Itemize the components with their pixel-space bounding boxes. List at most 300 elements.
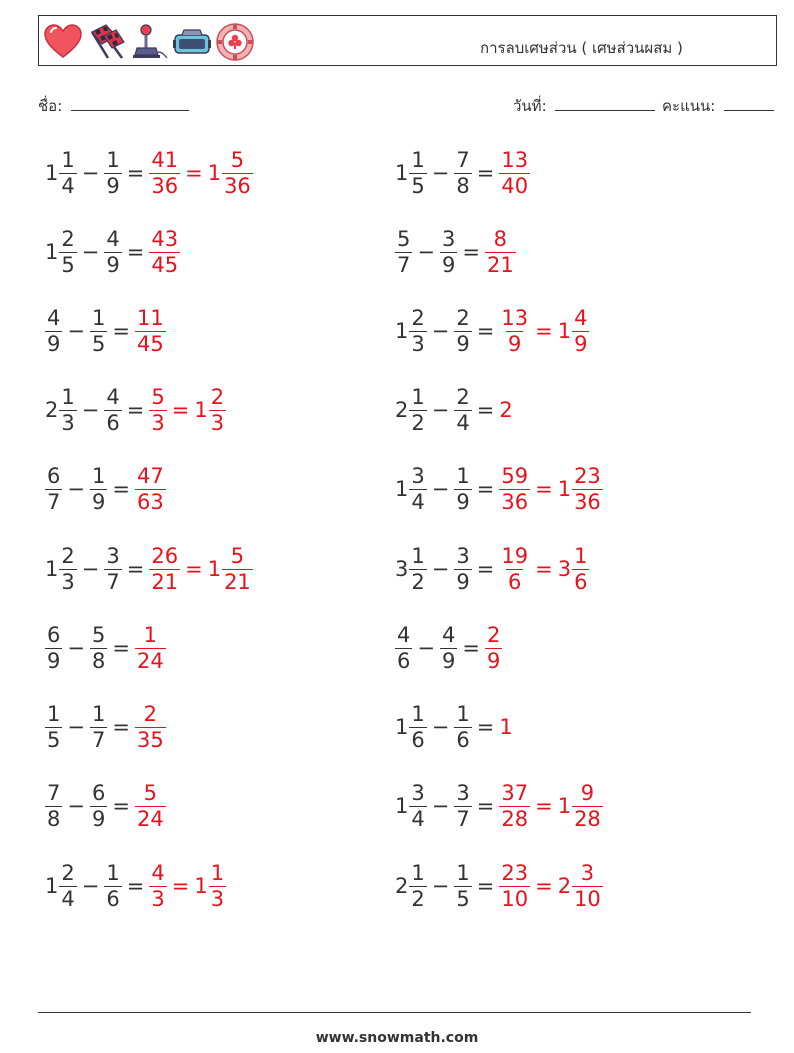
subtrahend-number [104,226,121,277]
minus-sign: − [417,240,435,264]
minuend-numerator: 2 [61,543,75,568]
subtrahend-numerator: 1 [456,860,470,885]
subtrahend-fraction [104,543,121,594]
minus-sign: − [81,398,100,422]
minuend-denominator: 9 [47,331,61,356]
mixed-answer-whole: 1 [557,319,572,343]
answer-equals-sign: = [171,874,190,898]
answer-number [135,780,166,831]
minuend-whole: 1 [45,874,59,898]
minuend-number [395,305,427,356]
minuend-numerator: 1 [61,147,75,172]
answer-number [149,147,180,198]
answer-fraction [149,543,180,594]
answer-number [149,860,166,911]
minus-sign: − [431,794,450,818]
score-label: คะแนน: [662,97,716,115]
minuend-denominator: 5 [411,173,425,198]
answer-equals-sign: = [535,319,553,343]
mixed-answer-numerator: 1 [574,543,588,568]
mixed-answer-number [557,305,590,356]
minuend-numerator: 1 [411,860,425,885]
minuend-fraction [409,860,426,911]
subtrahend-number [90,780,107,831]
equals-sign: = [126,240,145,264]
subtrahend-numerator: 2 [456,384,470,409]
answer-denominator: 3 [151,886,165,911]
mixed-answer-number [557,860,603,911]
minus-sign: − [431,319,450,343]
minuend-whole: 3 [395,557,409,581]
answer-equals-sign: = [535,477,553,501]
answer-numerator: 5 [143,780,158,805]
answer-numerator: 19 [501,543,529,568]
answer-equals-sign: = [185,161,203,185]
minuend-number [45,860,77,911]
answer-denominator: 40 [501,173,529,198]
answer-number [499,715,513,739]
mixed-answer-fraction [222,543,253,594]
subtrahend-numerator: 6 [91,780,106,805]
answer-number [149,226,180,277]
minus-sign: − [67,636,85,660]
subtrahend-numerator: 3 [456,543,470,568]
equals-sign: = [126,874,145,898]
minuend-denominator: 4 [411,806,425,831]
answer-whole: 2 [499,398,513,422]
mixed-answer-number [557,543,590,594]
answer-fraction [149,226,180,277]
minuend-whole: 1 [395,319,409,343]
answer-fraction [499,543,530,594]
answer-number [135,305,166,356]
minuend-numerator: 3 [411,780,425,805]
answer [499,147,530,198]
minus-sign: − [67,715,85,739]
poker-chip-icon [215,22,255,62]
subtrahend-number [104,543,121,594]
equals-sign: = [126,398,145,422]
minuend-denominator: 2 [411,569,425,594]
mixed-answer-number [194,384,226,435]
subtrahend-numerator: 3 [106,543,120,568]
mixed-answer-whole: 1 [194,874,208,898]
answer-numerator: 41 [151,147,179,172]
minuend-whole: 1 [395,715,409,739]
minus-sign: − [81,557,100,581]
minuend-number [45,463,62,514]
answer [149,860,226,911]
minuend-fraction [409,147,426,198]
minuend-numerator: 1 [47,701,61,726]
mixed-answer-denominator: 6 [574,569,588,594]
mixed-answer-number [557,463,603,514]
minuend-number [395,147,427,198]
problem-item [45,539,253,599]
equals-sign: = [476,794,495,818]
subtrahend-denominator: 7 [91,727,106,752]
subtrahend-fraction [454,543,471,594]
minuend-denominator: 4 [61,173,75,198]
minuend-number [45,543,77,594]
subtrahend-denominator: 5 [91,331,106,356]
minuend-number [45,622,62,673]
date-field[interactable] [513,94,655,118]
answer-numerator: 59 [501,463,529,488]
minus-sign: − [67,794,85,818]
minuend-numerator: 1 [411,384,425,409]
mixed-answer-whole: 1 [557,477,572,501]
minuend-fraction [409,543,426,594]
problem-item [45,697,166,757]
minuend-numerator: 1 [411,701,425,726]
mixed-answer-fraction [572,305,589,356]
subtrahend-fraction [90,701,107,752]
answer-denominator: 9 [486,648,501,673]
subtrahend-denominator: 5 [456,886,470,911]
subtrahend-number [104,860,121,911]
answer-numerator: 37 [501,780,529,805]
answer [485,226,516,277]
minuend-numerator: 1 [61,384,75,409]
mixed-answer-fraction [572,860,603,911]
answer-fraction [499,463,530,514]
heart-icon [43,22,83,62]
equals-sign: = [126,557,145,581]
mixed-answer-whole: 2 [557,874,572,898]
subtrahend-denominator: 9 [91,806,106,831]
minuend-denominator: 3 [61,569,75,594]
problem-item [45,459,166,519]
answer-fraction [499,305,530,356]
answer-numerator: 5 [151,384,165,409]
minuend-fraction [45,622,62,673]
minuend-fraction [59,147,76,198]
minuend-number [45,226,77,277]
answer-numerator: 11 [136,305,164,330]
mixed-answer-numerator: 3 [580,860,595,885]
mixed-answer-denominator: 3 [210,410,225,435]
minuend-fraction [45,701,62,752]
worksheet-title: การลบเศษส่วน ( เศษส่วนผสม ) [480,39,683,57]
minuend-numerator: 2 [61,860,75,885]
answer [135,622,166,673]
subtrahend-fraction [104,860,121,911]
answer-numerator: 43 [151,226,179,251]
minuend-number [45,305,62,356]
answer-number [135,463,166,514]
answer-equals-sign: = [535,557,553,581]
minuend-denominator: 8 [47,806,61,831]
answer-number [499,305,530,356]
minuend-number [395,543,427,594]
mixed-answer-fraction [572,543,589,594]
minuend-number [45,384,77,435]
minuend-whole: 2 [395,874,409,898]
minuend-fraction [45,463,62,514]
problem-item [395,856,603,916]
minus-sign: − [431,477,450,501]
subtrahend-numerator: 4 [106,384,120,409]
minuend-numerator: 1 [411,147,425,172]
answer-fraction [149,147,180,198]
subtrahend-number [104,147,121,198]
minuend-numerator: 2 [61,226,75,251]
subtrahend-numerator: 1 [91,463,106,488]
minuend-numerator: 4 [47,305,61,330]
answer-number [149,384,166,435]
mixed-answer-numerator: 23 [574,463,601,488]
subtrahend-numerator: 7 [456,147,470,172]
problem-item [395,222,516,282]
score-field[interactable] [662,94,774,118]
answer-fraction [135,701,166,752]
minuend-whole: 1 [45,240,59,264]
problem-item [45,301,166,361]
answer [499,305,589,356]
minuend-denominator: 6 [411,727,425,752]
subtrahend-denominator: 7 [456,806,470,831]
mixed-answer-denominator: 3 [210,886,225,911]
subtrahend-numerator: 3 [456,780,470,805]
equals-sign: = [112,636,130,660]
minuend-whole: 1 [395,161,409,185]
answer [135,463,166,514]
minuend-number [395,622,412,673]
answer-equals-sign: = [171,398,190,422]
minuend-numerator: 2 [411,305,425,330]
answer-number [485,226,516,277]
subtrahend-fraction [454,463,471,514]
minuend-fraction [395,622,412,673]
answer [499,543,589,594]
answer [149,384,226,435]
answer-number [149,543,180,594]
subtrahend-numerator: 4 [106,226,120,251]
mixed-answer-number [557,780,603,831]
answer-fraction [135,780,166,831]
answer-fraction [149,860,166,911]
subtrahend-denominator: 6 [106,886,120,911]
minuend-fraction [409,701,426,752]
mixed-answer-numerator: 9 [580,780,595,805]
mixed-answer-fraction [222,147,253,198]
minus-sign: − [417,636,435,660]
subtrahend-denominator: 6 [456,727,470,752]
mixed-answer-denominator: 28 [574,806,601,831]
answer-number [499,543,530,594]
mixed-answer-number [207,543,253,594]
minus-sign: − [431,557,450,581]
subtrahend-denominator: 8 [91,648,106,673]
equals-sign: = [476,715,495,739]
subtrahend-denominator: 6 [106,410,120,435]
minus-sign: − [81,874,100,898]
answer-denominator: 63 [136,489,164,514]
answer-denominator: 24 [136,806,164,831]
minuend-fraction [45,305,62,356]
subtrahend-number [454,860,471,911]
minuend-number [45,147,77,198]
answer-number [499,398,513,422]
subtrahend-denominator: 8 [456,173,470,198]
answer [149,543,252,594]
subtrahend-number [90,622,107,673]
minuend-fraction [59,860,76,911]
answer-numerator: 2 [486,622,501,647]
minuend-denominator: 4 [61,886,75,911]
answer-denominator: 21 [486,252,514,277]
minuend-fraction [409,305,426,356]
problem-item [45,380,226,440]
subtrahend-fraction [90,622,107,673]
subtrahend-number [90,305,107,356]
minuend-number [395,226,412,277]
subtrahend-number [454,147,471,198]
answer-fraction [135,622,166,673]
equals-sign: = [126,161,145,185]
minuend-denominator: 3 [411,331,425,356]
score-blank-line[interactable] [724,96,774,111]
minuend-whole: 1 [45,161,59,185]
answer-numerator: 8 [493,226,508,251]
subtrahend-denominator: 9 [441,252,456,277]
answer-denominator: 10 [501,886,529,911]
equals-sign: = [476,398,495,422]
mixed-answer-whole: 1 [207,557,222,581]
equals-sign: = [476,161,495,185]
answer-number [485,622,502,673]
answer-denominator: 36 [151,173,179,198]
subtrahend-number [90,463,107,514]
subtrahend-number [454,463,471,514]
name-field[interactable] [38,94,189,118]
answer-number [135,622,166,673]
subtrahend-fraction [454,860,471,911]
answer-denominator: 24 [136,648,164,673]
mixed-answer-fraction [572,463,603,514]
name-blank-line[interactable] [71,96,189,111]
minuend-number [395,384,427,435]
footer-divider [38,1012,751,1013]
minuend-numerator: 7 [47,780,61,805]
answer-denominator: 3 [151,410,165,435]
problem-item [395,776,603,836]
subtrahend-denominator: 9 [456,331,470,356]
answer-numerator: 13 [501,147,529,172]
subtrahend-numerator: 1 [106,860,120,885]
subtrahend-number [440,226,457,277]
answer [135,305,166,356]
minuend-number [395,701,427,752]
answer-denominator: 45 [136,331,164,356]
answer-denominator: 21 [151,569,179,594]
problem-item [45,143,253,203]
mixed-answer-numerator: 1 [210,860,225,885]
name-label: ชื่อ: [38,97,63,115]
problem-item [395,697,514,757]
problem-item [395,301,589,361]
answer [499,780,602,831]
equals-sign: = [112,319,130,343]
minus-sign: − [67,477,85,501]
subtrahend-number [454,305,471,356]
answer [499,463,602,514]
minuend-denominator: 7 [47,489,61,514]
problem-item [395,380,514,440]
minuend-fraction [45,780,62,831]
subtrahend-fraction [454,147,471,198]
minuend-fraction [59,543,76,594]
minuend-whole: 2 [45,398,59,422]
mixed-answer-whole: 1 [207,161,222,185]
mixed-answer-numerator: 4 [574,305,588,330]
minus-sign: − [431,161,450,185]
subtrahend-denominator: 9 [441,648,456,673]
minuend-fraction [59,226,76,277]
vr-headset-icon [172,22,212,62]
minuend-denominator: 5 [47,727,61,752]
mixed-answer-whole: 1 [557,794,572,818]
minuend-number [395,860,427,911]
answer-fraction [485,622,502,673]
subtrahend-fraction [104,147,121,198]
minuend-numerator: 3 [411,463,425,488]
subtrahend-denominator: 9 [456,569,470,594]
footer-site: www.snowmath.com [315,1030,479,1046]
answer [499,398,513,422]
mixed-answer-whole: 1 [194,398,208,422]
subtrahend-numerator: 1 [106,147,120,172]
problem-item [45,856,226,916]
subtrahend-fraction [104,384,121,435]
subtrahend-numerator: 1 [91,701,106,726]
answer-number [499,860,530,911]
subtrahend-number [454,701,471,752]
answer-denominator: 45 [151,252,179,277]
equals-sign: = [476,477,495,501]
answer-fraction [149,384,166,435]
minuend-denominator: 2 [411,886,425,911]
answer-whole: 1 [499,715,513,739]
problem-item [45,618,166,678]
mixed-answer-fraction [209,860,226,911]
equals-sign: = [112,794,130,818]
answer-denominator: 9 [508,331,522,356]
subtrahend-numerator: 3 [441,226,456,251]
answer-denominator: 36 [501,489,529,514]
equals-sign: = [476,557,495,581]
problem-item [395,618,502,678]
answer-fraction [499,780,530,831]
subtrahend-numerator: 2 [456,305,470,330]
minuend-whole: 1 [45,557,59,581]
date-blank-line[interactable] [555,96,655,111]
subtrahend-fraction [440,622,457,673]
minuend-numerator: 1 [411,543,425,568]
subtrahend-numerator: 1 [456,701,470,726]
answer-equals-sign: = [185,557,203,581]
subtrahend-fraction [90,305,107,356]
answer-numerator: 26 [151,543,179,568]
answer-fraction [499,147,530,198]
equals-sign: = [476,874,495,898]
minuend-numerator: 4 [397,622,411,647]
subtrahend-numerator: 1 [91,305,106,330]
minus-sign: − [81,161,100,185]
subtrahend-denominator: 9 [91,489,106,514]
joystick-icon [129,22,169,62]
